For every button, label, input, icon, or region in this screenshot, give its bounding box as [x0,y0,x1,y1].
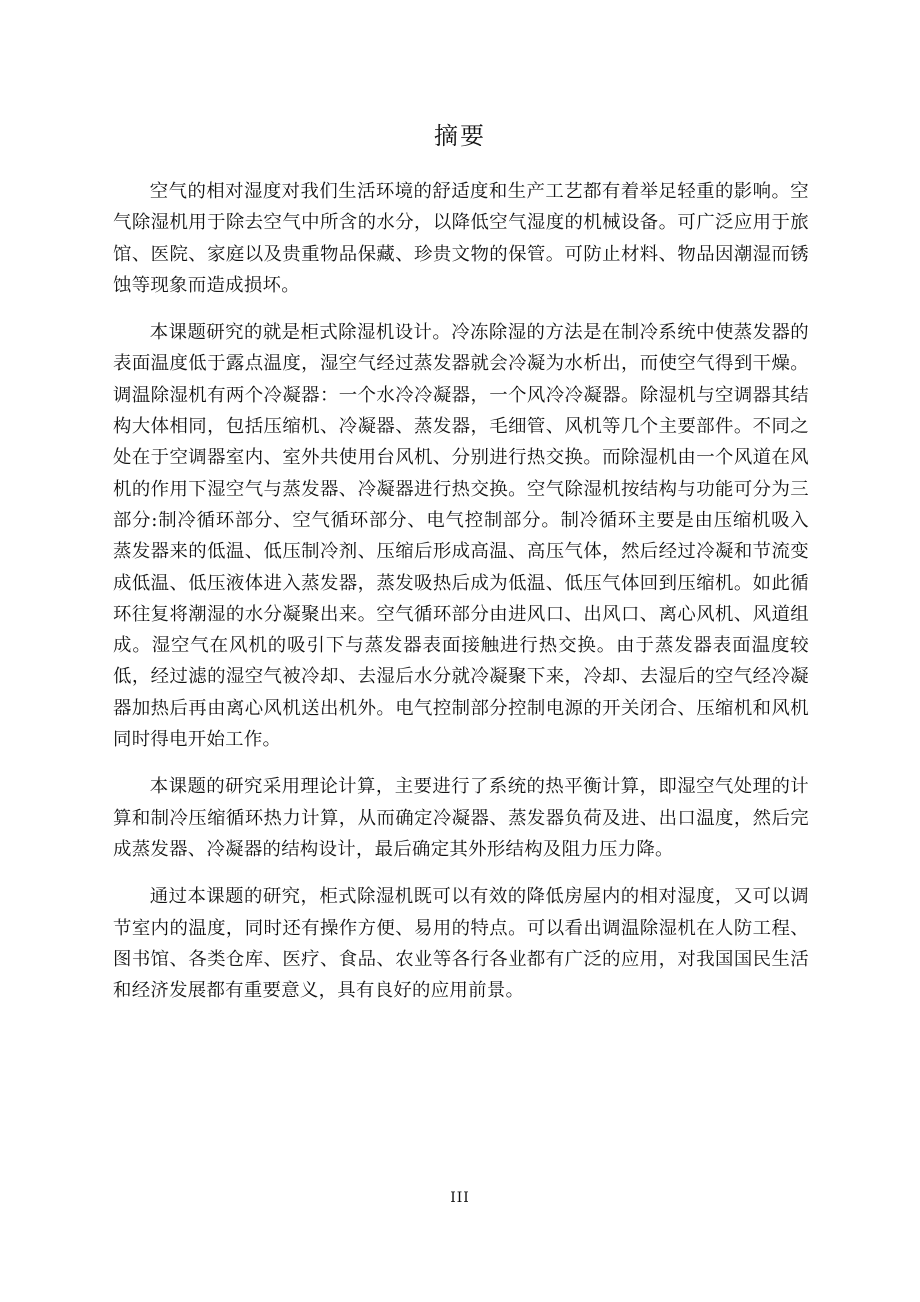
abstract-paragraph-4: 通过本课题的研究，柜式除湿机既可以有效的降低房屋内的相对湿度，又可以调节室内的温度，同时还有操作方便、易用的特点。可以看出调温除湿机在人防工程、图书馆、各类仓库、医疗、食品、农业等各行各业都有广泛的应用，对我国国民生活和经济发展都有重要意义，具有良好的应用前景。 [113,886,809,1002]
page-title: 摘要 [434,122,486,150]
abstract-body [113,176,809,1022]
page-number: III [450,1190,470,1206]
abstract-paragraph-2: 本课题研究的就是柜式除湿机设计。冷冻除湿的方法是在制冷系统中使蒸发器的表面温度低于露点温度，湿空气经过蒸发器就会冷凝为水析出，而使空气得到干燥。调温除湿机有两个冷凝器：一个水冷冷凝器，一个风冷冷凝器。除湿机与空调器其结构大体相同，包括压缩机、冷凝器、蒸发器，毛细管、风机等几个主要部件。不同之处在于空调器室内、室外共使用台风机、分别进行热交换。而除湿机由一个风道在风机的作用下湿空气与蒸发器、冷凝器进行热交换。空气除湿机按结构与功能可分为三部分:制冷循环部分、空气循环部分、电气控制部分。制冷循环主要是由压缩机吸入蒸发器来的低温、低压制冷剂、压缩后形成高温、高压气体，然后经过冷凝和节流变成低温、低压液体进入蒸发器，蒸发吸热后成为低温、低压气体回到压缩机。如此循环往复将潮湿的水分凝聚出来。空气循环部分由进风口、出风口、离心风机、风道组成。湿空气在风机的吸引下与蒸发器表面接触进行热交换。由于蒸发器表面温度较低，经过滤的湿空气被冷却、去湿后水分就冷凝聚下来，冷却、去湿后的空气经冷凝器加热后再由离心风机送出机外。电气控制部分控制电源的开关闭合、压缩机和风机同时得电开始工作。 [113,322,809,751]
abstract-paragraph-3: 本课题的研究采用理论计算，主要进行了系统的热平衡计算，即湿空气处理的计算和制冷压缩循环热力计算，从而确定冷凝器、蒸发器负荷及进、出口温度，然后完成蒸发器、冷凝器的结构设计，最后确定其外形结构及阻力压力降。 [113,776,809,860]
abstract-paragraph-1: 空气的相对湿度对我们生活环境的舒适度和生产工艺都有着举足轻重的影响。空气除湿机用于除去空气中所含的水分，以降低空气湿度的机械设备。可广泛应用于旅馆、医院、家庭以及贵重物品保藏、珍贵文物的保管。可防止材料、物品因潮湿而锈蚀等现象而造成损坏。 [113,181,809,296]
